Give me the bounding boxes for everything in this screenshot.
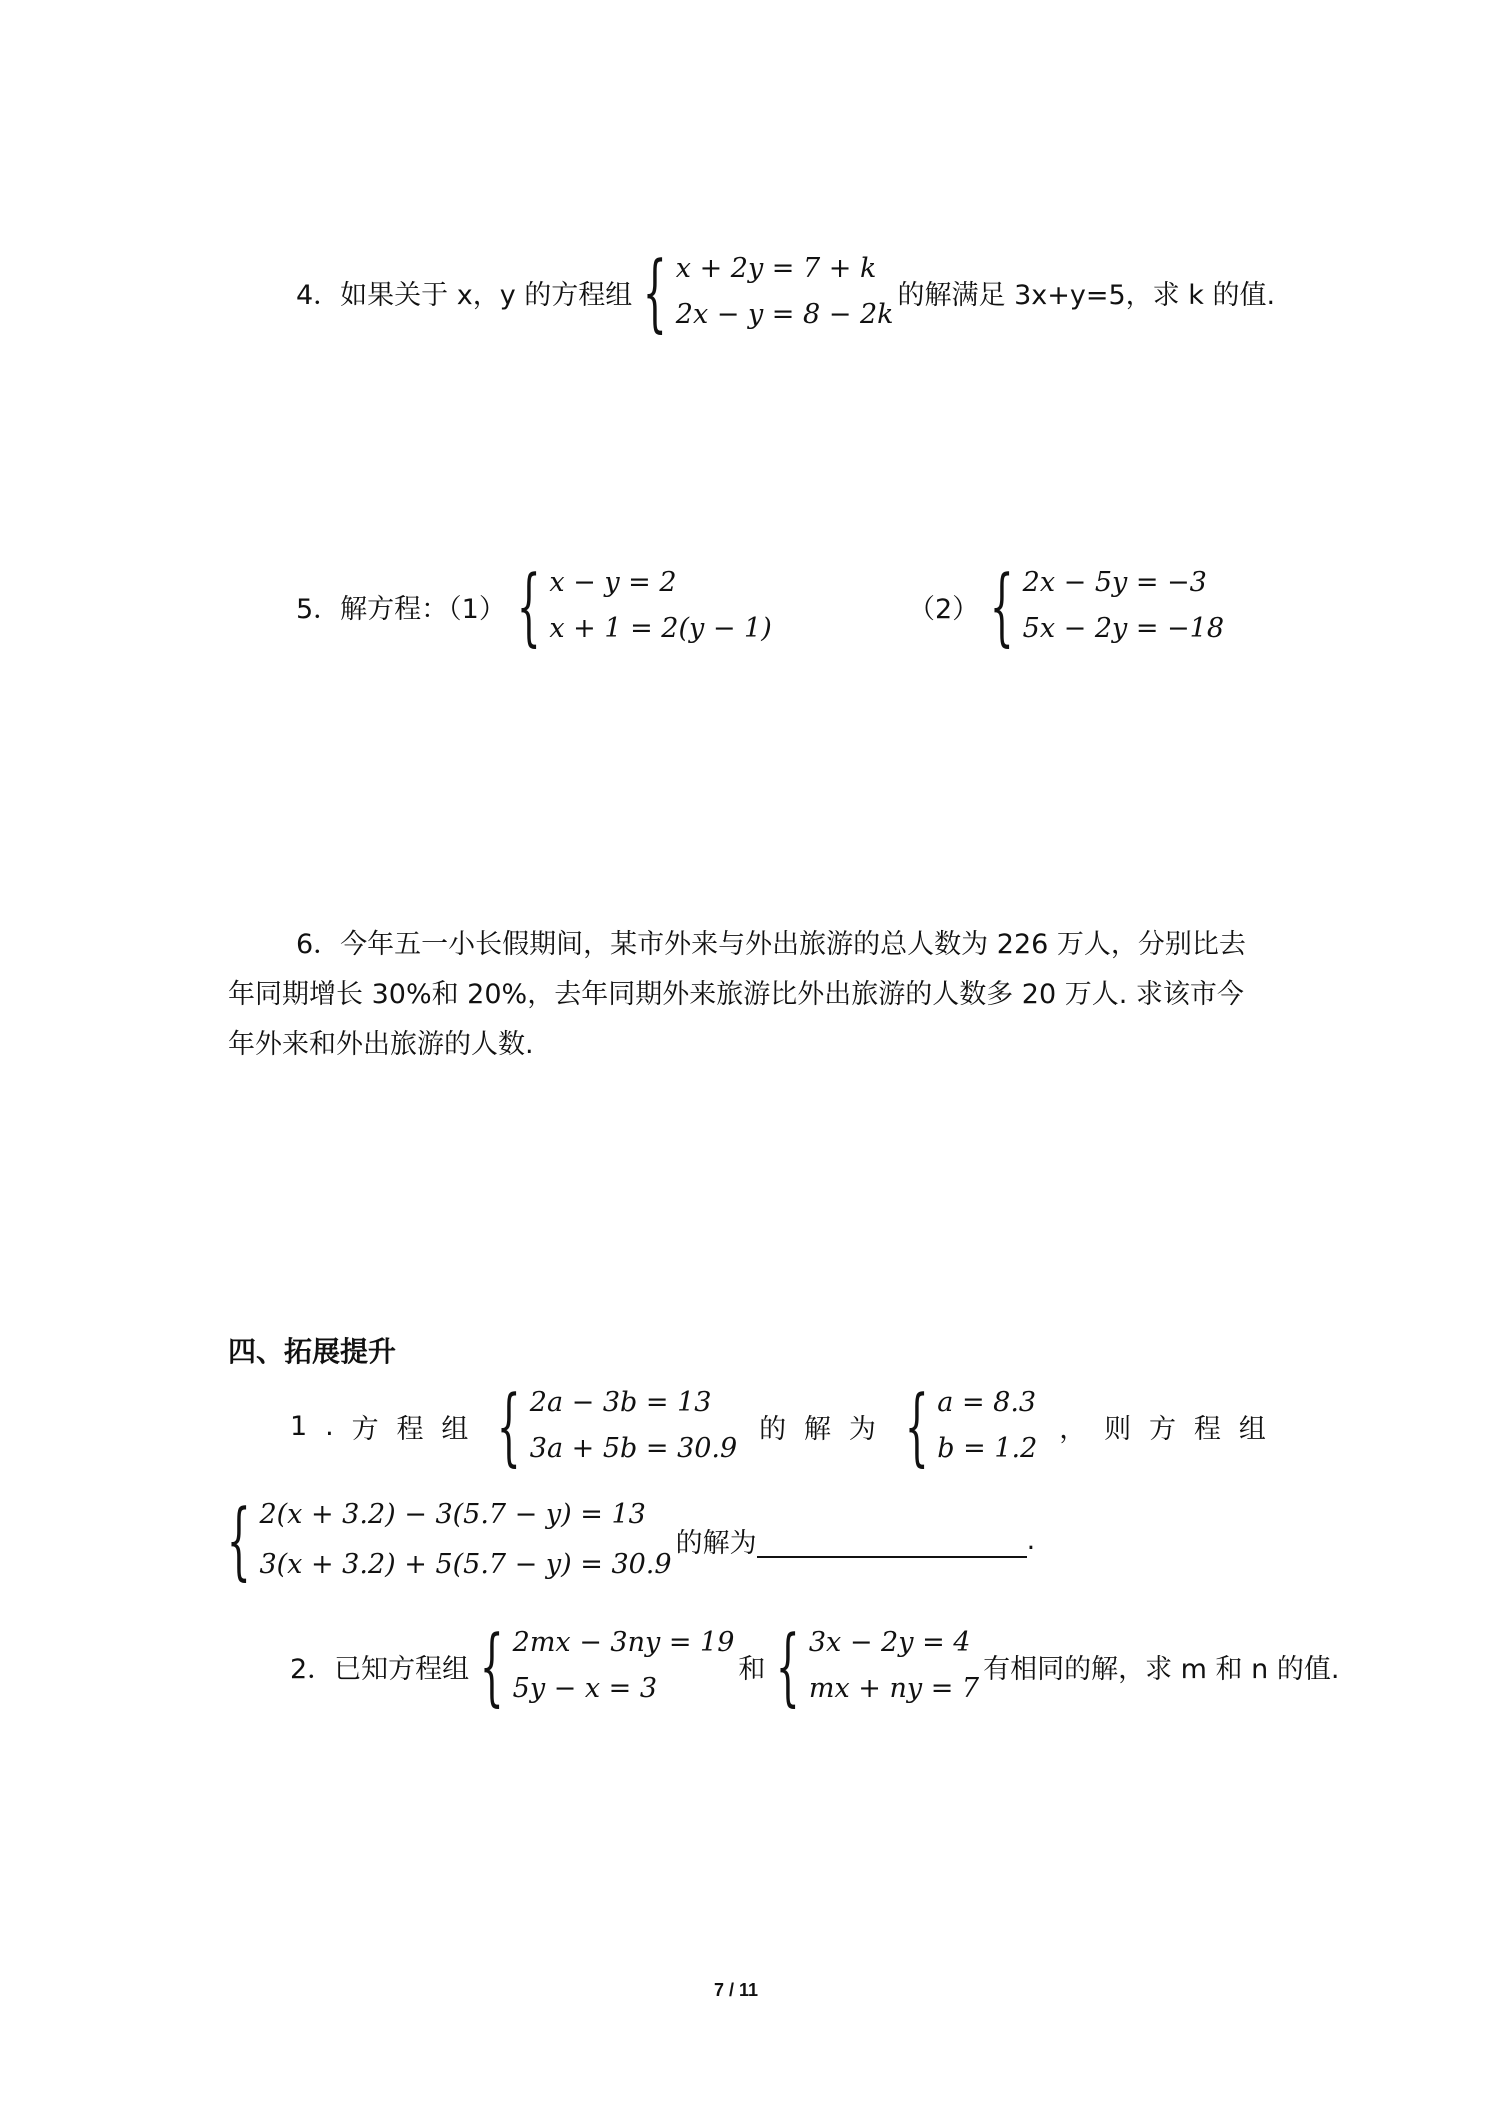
p1-eq2: 3a + 5b = 30.9 <box>529 1433 738 1464</box>
p1-big-eq2: 3(x + 3.2) + 5(5.7 − y) = 30.9 <box>259 1549 672 1580</box>
p1-tail: 的解为 <box>675 1527 757 1559</box>
p1-eq1: 2a − 3b = 13 <box>529 1387 712 1418</box>
question-4 <box>296 243 1276 341</box>
p1-w3: 组 <box>441 1413 469 1445</box>
p2-system-2 <box>769 1617 980 1715</box>
page-number: 7 / 11 <box>714 1980 759 2000</box>
q5-system-2 <box>983 557 1225 655</box>
p1-dot: . <box>325 1410 334 1442</box>
q5-part2-label: （2） <box>908 593 980 625</box>
p1-big-eq1: 2(x + 3.2) − 3(5.7 − y) = 13 <box>259 1499 646 1530</box>
q6-text: 6．今年五一小长假期间，某市外来与外出旅游的总人数为 226 万人，分别比去年同期增长 30%和 20%，去年同期外来旅游比外出旅游的人数多 20 万人. 求该市今年外来和外出旅游的人数. <box>228 929 1246 1060</box>
section-heading: 四、拓展提升 <box>228 1335 397 1368</box>
answer-blank[interactable] <box>757 1522 1027 1558</box>
problem-1-line-2 <box>216 1490 1035 1590</box>
p1-end: . <box>1026 1524 1036 1556</box>
p1-comma: ， <box>1059 1413 1087 1445</box>
left-brace: { <box>479 1617 504 1715</box>
q4-prefix: 4．如果关于 x，y 的方程组 <box>296 279 633 311</box>
q4-equation-system <box>636 243 894 341</box>
question-6 <box>228 920 1262 1070</box>
p1-t1: 则 <box>1104 1413 1132 1445</box>
p1-d2: 解 <box>804 1413 832 1445</box>
problem-2 <box>290 1617 1340 1715</box>
question-5 <box>296 557 776 655</box>
q5-b-eq1: 2x − 5y = −3 <box>1022 567 1207 598</box>
p1-t2: 方 <box>1149 1413 1177 1445</box>
left-brace: { <box>643 243 668 341</box>
p1-s2: b = 1.2 <box>937 1433 1038 1464</box>
p1-d1: 的 <box>759 1413 787 1445</box>
q5-prefix: 5．解方程：（1） <box>296 593 506 625</box>
left-brace: { <box>226 1491 251 1589</box>
left-brace: { <box>776 1617 801 1715</box>
q5-a-eq1: x − y = 2 <box>549 567 677 598</box>
left-brace: { <box>989 557 1014 655</box>
problem-1-line-1 <box>290 1377 1266 1475</box>
q5-a-eq2: x + 1 = 2(y − 1) <box>549 613 772 644</box>
p1-w1: 方 <box>351 1413 379 1445</box>
p2-prefix: 2．已知方程组 <box>290 1653 470 1685</box>
p1-t3: 程 <box>1193 1413 1221 1445</box>
q5-system-1 <box>510 557 772 655</box>
p1-num: 1 <box>290 1410 308 1442</box>
p2-system-1 <box>473 1617 735 1715</box>
p2-b-eq1: 3x − 2y = 4 <box>808 1627 971 1658</box>
p2-mid: 和 <box>738 1653 766 1685</box>
left-brace: { <box>516 557 541 655</box>
p1-solution <box>898 1377 1038 1475</box>
p2-a-eq1: 2mx − 3ny = 19 <box>512 1627 735 1658</box>
q4-eq2: 2x − y = 8 − 2k <box>675 299 894 330</box>
p1-s1: a = 8.3 <box>937 1387 1037 1418</box>
p2-b-eq2: mx + ny = 7 <box>808 1673 980 1704</box>
p2-suffix: 有相同的解，求 m 和 n 的值. <box>983 1653 1340 1685</box>
question-5-part-2 <box>908 557 1228 655</box>
p1-system <box>490 1377 738 1475</box>
q4-eq1: x + 2y = 7 + k <box>675 253 877 284</box>
left-brace: { <box>904 1377 929 1475</box>
left-brace: { <box>497 1377 522 1475</box>
p1-t4: 组 <box>1238 1413 1266 1445</box>
p2-a-eq2: 5y − x = 3 <box>512 1673 658 1704</box>
p1-d3: 为 <box>848 1413 876 1445</box>
q4-suffix: 的解满足 3x+y=5，求 k 的值. <box>897 279 1276 311</box>
p1-big-system <box>220 1490 672 1590</box>
q5-b-eq2: 5x − 2y = −18 <box>1022 613 1225 644</box>
p1-w2: 程 <box>396 1413 424 1445</box>
